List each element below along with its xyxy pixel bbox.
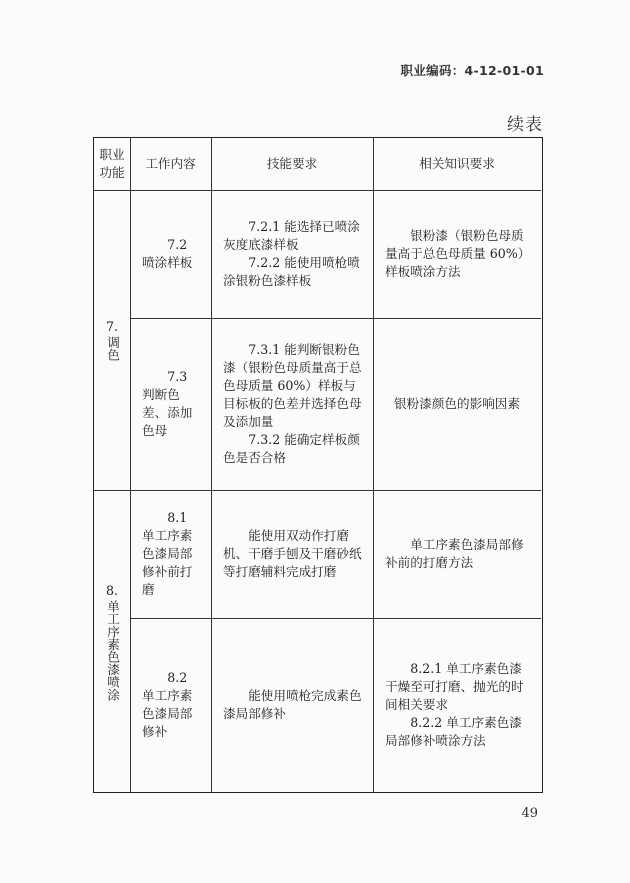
knowledge-item: 银粉漆颜色的影响因素 [394,396,520,411]
content-text: 8.1 单工序素色漆局部修补前打磨 [142,510,193,597]
function-number: 8. [105,582,119,598]
header-content: 工作内容 [145,156,196,171]
knowledge-item: 银粉漆（银粉色母质量高于总色母质量 60%）样板喷涂方法 [385,228,525,279]
header-function: 职业功能 [99,147,125,180]
content-text: 7.2 喷涂样板 [142,237,193,270]
content-7-3 [130,318,211,490]
content-7-2 [130,190,211,318]
skill-item: 7.3.2 能确定样板颜色是否合格 [223,432,360,465]
continued-table-label: 续表 [507,115,543,135]
knowledge-item: 8.2.2 单工序素色漆局部修补喷涂方法 [385,715,522,748]
skill-item: 7.2.2 能使用喷枪喷涂银粉色漆样板 [223,255,360,288]
skill-item: 能使用喷枪完成素色漆局部修补 [223,688,362,721]
content-text: 8.2 单工序素色漆局部修补 [142,670,193,739]
skills-8-1 [211,490,373,618]
content-text: 7.3 判断色差、添加色母 [142,369,193,438]
knowledge-item: 8.2.1 单工序素色漆干燥至可打磨、抛光的时间相关要求 [385,661,524,712]
skill-item: 7.3.1 能判断银粉色漆（银粉色母质量高于总色母质量 60%）样板与目标板的色差并选择色母及添加量 [223,342,362,429]
knowledge-7-3 [373,318,541,490]
function-7 [94,190,130,490]
function-name: 单工序素色漆喷涂 [105,599,120,701]
function-8 [94,490,130,792]
knowledge-8-2 [373,618,541,792]
competency-table [93,137,543,793]
skills-7-2 [211,190,373,318]
header-skills: 技能要求 [266,156,318,171]
knowledge-item: 单工序素色漆局部修补前的打磨方法 [385,537,524,570]
content-8-1 [130,490,211,618]
function-number: 7. [105,319,119,335]
skills-8-2 [211,618,373,792]
header-knowledge: 相关知识要求 [419,156,495,171]
knowledge-7-2 [373,190,541,318]
skills-7-3 [211,318,373,490]
page-number: 49 [521,806,538,821]
content-8-2 [130,618,211,792]
skill-item: 能使用双动作打磨机、干磨手刨及干磨砂纸等打磨辅料完成打磨 [223,528,362,579]
skill-item: 7.2.1 能选择已喷涂灰度底漆样板 [223,219,360,252]
function-name: 调色 [105,336,120,362]
knowledge-8-1 [373,490,541,618]
occupation-code: 职业编码：4-12-01-01 [400,63,544,78]
